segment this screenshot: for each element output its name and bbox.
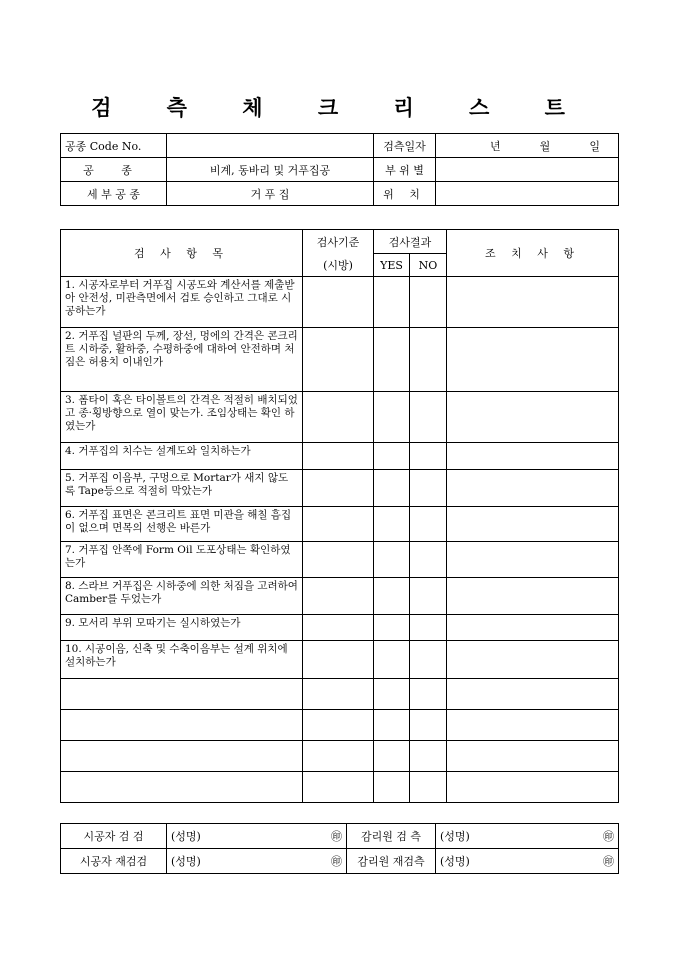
no-cell[interactable] [410,443,447,470]
yes-cell[interactable] [374,578,410,615]
criteria-cell[interactable] [303,710,374,741]
page-title: 검 측 체 크 리 스 트 [91,95,589,120]
no-cell[interactable] [410,392,447,443]
seal-icon: ㊞ [603,830,614,843]
col-criteria-label-1: 검사기준 [316,235,360,249]
action-cell[interactable] [447,710,619,741]
seal-icon: ㊞ [603,855,614,868]
signature-table [60,823,619,874]
criteria-cell[interactable] [303,392,374,443]
check-item-10: 10. 시공이음, 신축 및 수축이음부는 설계 위치에 설치하는가 [61,641,303,679]
supervisor-inspect-sign[interactable] [436,824,619,849]
yes-cell[interactable] [374,470,410,507]
col-items-header: 검 사 항 목 [61,230,303,277]
no-cell[interactable] [410,641,447,679]
criteria-cell[interactable] [303,443,374,470]
seal-icon: ㊞ [331,830,342,843]
detail-label: 세 부 공 종 [61,182,167,206]
supervisor-reinspect-sign[interactable] [436,849,619,874]
seal-icon: ㊞ [331,855,342,868]
check-item-8: 8. 스라브 거푸집은 시하중에 의한 처짐을 고려하여 Camber를 두었는가 [61,578,303,615]
contractor-inspect-label: 시공자 검 검 [61,824,167,849]
part-label: 부 위 별 [374,158,436,182]
no-cell[interactable] [410,679,447,710]
date-year: 년 [490,139,501,153]
code-value[interactable] [167,134,374,158]
contractor-reinspect-label: 시공자 재검검 [61,849,167,874]
yes-cell[interactable] [374,392,410,443]
action-cell[interactable] [447,772,619,803]
name-label: (성명) [171,830,201,843]
criteria-cell[interactable] [303,542,374,578]
check-item-1: 1. 시공자로부터 거푸집 시공도와 계산서를 제출받아 안전성, 미관측면에서 검토 승인하고 그대로 시공하는가 [61,277,303,328]
action-cell[interactable] [447,679,619,710]
action-cell[interactable] [447,328,619,392]
detail-value[interactable]: 거 푸 집 [167,182,374,206]
inspect-date-label: 검측일자 [374,134,436,158]
no-cell[interactable] [410,615,447,641]
inspect-date-value[interactable] [436,134,619,158]
empty-item-cell[interactable] [61,679,303,710]
yes-cell[interactable] [374,641,410,679]
col-yes-header: YES [374,254,410,277]
check-item-4: 4. 거푸집의 치수는 설계도와 일치하는가 [61,443,303,470]
check-item-3: 3. 폼타이 혹은 타이볼트의 간격은 적절히 배치되었고 종·횡방향으로 열이 맞는가. 조임상태는 확인 하였는가 [61,392,303,443]
contractor-reinspect-sign[interactable] [167,849,347,874]
date-month: 월 [539,139,551,153]
col-result-header: 검사결과 [374,230,447,254]
no-cell[interactable] [410,470,447,507]
no-cell[interactable] [410,772,447,803]
check-item-6: 6. 거푸집 표면은 콘크리트 표면 미관을 해칠 흠집이 없으며 면목의 선행은 바른가 [61,507,303,542]
criteria-cell[interactable] [303,772,374,803]
criteria-cell[interactable] [303,641,374,679]
no-cell[interactable] [410,328,447,392]
col-action-header: 조 치 사 항 [447,230,619,277]
action-cell[interactable] [447,615,619,641]
yes-cell[interactable] [374,328,410,392]
col-no-header: NO [410,254,447,277]
work-type-label: 공 종 [61,158,167,182]
no-cell[interactable] [410,578,447,615]
empty-item-cell[interactable] [61,710,303,741]
yes-cell[interactable] [374,772,410,803]
empty-item-cell[interactable] [61,741,303,772]
col-criteria-label-2: (시방) [323,258,353,272]
action-cell[interactable] [447,741,619,772]
yes-cell[interactable] [374,710,410,741]
action-cell[interactable] [447,392,619,443]
location-label: 위 치 [374,182,436,206]
criteria-cell[interactable] [303,578,374,615]
name-label: (성명) [440,855,470,868]
location-value[interactable] [436,182,619,206]
criteria-cell[interactable] [303,679,374,710]
criteria-cell[interactable] [303,741,374,772]
no-cell[interactable] [410,277,447,328]
yes-cell[interactable] [374,741,410,772]
action-cell[interactable] [447,507,619,542]
yes-cell[interactable] [374,277,410,328]
contractor-inspect-sign[interactable] [167,824,347,849]
check-item-5: 5. 거푸집 이음부, 구멍으로 Mortar가 새지 않도록 Tape등으로 적절히 막았는가 [61,470,303,507]
name-label: (성명) [440,830,470,843]
yes-cell[interactable] [374,542,410,578]
empty-item-cell[interactable] [61,772,303,803]
action-cell[interactable] [447,470,619,507]
col-criteria-header [303,230,374,277]
supervisor-reinspect-label: 감리원 재검측 [347,849,436,874]
action-cell[interactable] [447,443,619,470]
no-cell[interactable] [410,710,447,741]
checklist-table [60,229,619,803]
yes-cell[interactable] [374,615,410,641]
criteria-cell[interactable] [303,615,374,641]
criteria-cell[interactable] [303,507,374,542]
name-label: (성명) [171,855,201,868]
action-cell[interactable] [447,641,619,679]
criteria-cell[interactable] [303,277,374,328]
action-cell[interactable] [447,277,619,328]
check-item-9: 9. 모서리 부위 모따기는 실시하였는가 [61,615,303,641]
header-table [60,133,619,206]
check-item-7: 7. 거푸집 안쪽에 Form Oil 도포상태는 확인하였는가 [61,542,303,578]
work-type-value[interactable]: 비계, 동바리 및 거푸집공 [167,158,374,182]
action-cell[interactable] [447,578,619,615]
supervisor-inspect-label: 감리원 검 측 [347,824,436,849]
date-day: 일 [589,139,600,153]
no-cell[interactable] [410,507,447,542]
action-cell[interactable] [447,542,619,578]
code-label: 공종 Code No. [61,134,167,158]
yes-cell[interactable] [374,507,410,542]
criteria-cell[interactable] [303,328,374,392]
check-item-2: 2. 거푸집 널판의 두께, 장선, 멍에의 간격은 콘크리트 시하중, 활하중, 수평하중에 대하여 안전하며 처짐은 허용치 이내인가 [61,328,303,392]
yes-cell[interactable] [374,679,410,710]
no-cell[interactable] [410,542,447,578]
yes-cell[interactable] [374,443,410,470]
criteria-cell[interactable] [303,470,374,507]
no-cell[interactable] [410,741,447,772]
part-value[interactable] [436,158,619,182]
